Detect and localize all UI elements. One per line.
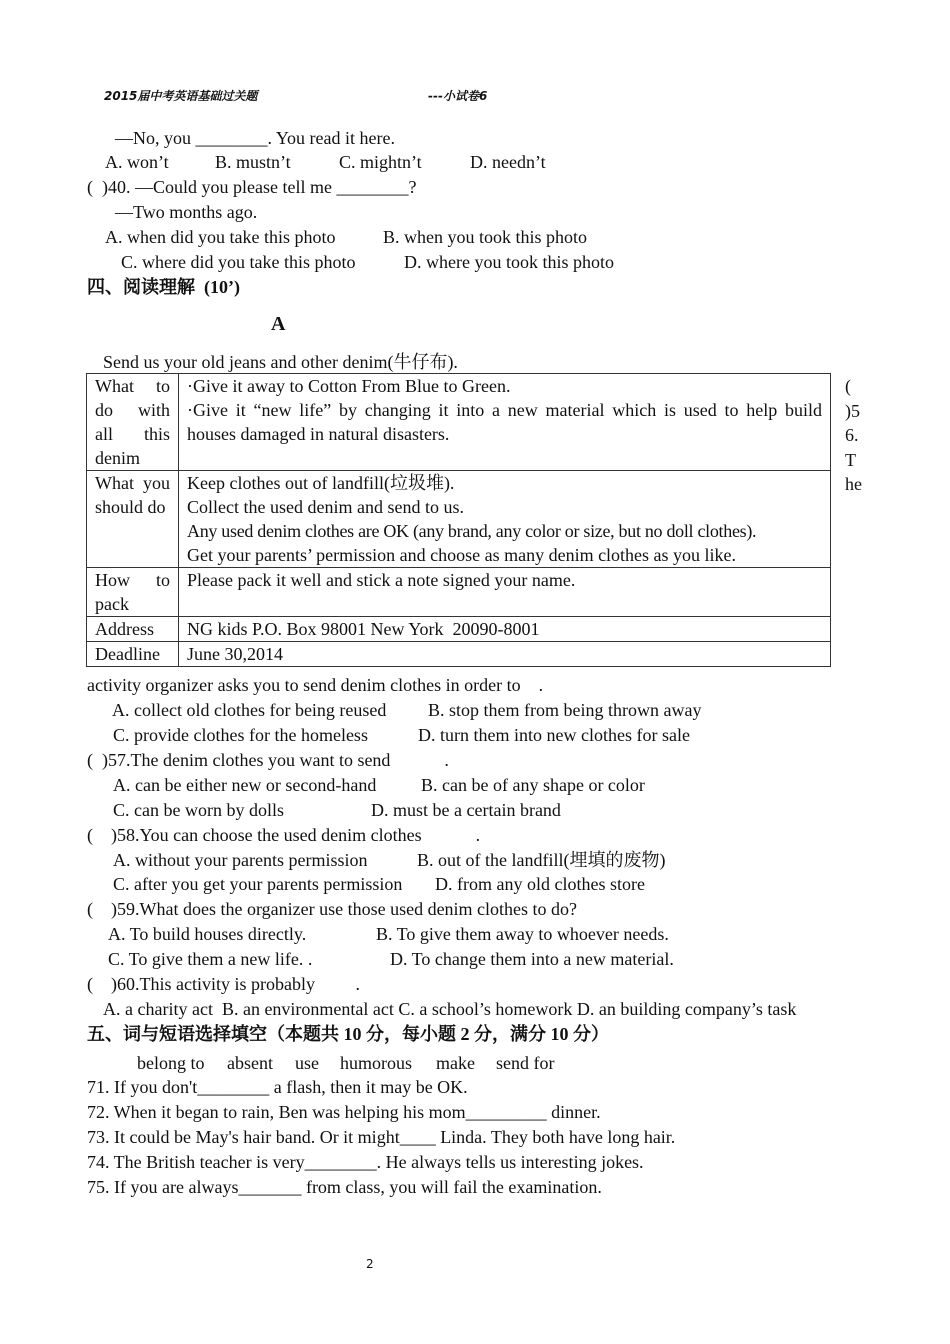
option: A. without your parents permission xyxy=(113,850,368,870)
option: A. collect old clothes for being reused xyxy=(112,700,387,720)
word-bank-item: send for xyxy=(496,1053,555,1073)
side-text: T xyxy=(845,449,856,470)
option: B. can be of any shape or color xyxy=(421,775,645,795)
option: D. must be a certain brand xyxy=(371,800,561,820)
fill-item: 75. If you are always_______ from class, you will fail the examination. xyxy=(87,1177,602,1197)
section5-title: 五、词与短语选择填空（本题共 10 分，每小题 2 分，满分 10 分） xyxy=(87,1024,609,1044)
option: B. out of the landfill(埋填的废物) xyxy=(417,850,666,870)
row-key: Address xyxy=(87,617,179,642)
option: C. provide clothes for the homeless xyxy=(113,725,368,745)
row-line: Any used denim clothes are OK (any brand, any color or size, but no doll clothes). xyxy=(187,521,757,541)
q40-stem: ( )40. —Could you please tell me ________? xyxy=(87,177,417,197)
option: D. To change them into a new material. xyxy=(390,949,674,969)
q40-reply: —Two months ago. xyxy=(115,202,258,222)
header-subtitle: ---小试卷6 xyxy=(428,89,488,103)
option: B. stop them from being thrown away xyxy=(428,700,702,720)
q60-options: A. a charity act B. an environmental act C. a school’s homework D. an building company’s task xyxy=(103,999,797,1019)
option: A. can be either new or second-hand xyxy=(113,775,377,795)
row-key: What to do with all this denim xyxy=(87,374,179,471)
row-line: June 30,2014 xyxy=(187,644,283,664)
option: A. To build houses directly. xyxy=(108,924,307,944)
option: C. after you get your parents permission xyxy=(113,874,403,894)
row-line: Collect the used denim and send to us. xyxy=(187,497,464,517)
word-bank-item: absent xyxy=(227,1053,273,1073)
word-bank-item: belong to xyxy=(137,1053,205,1073)
q59-stem: ( )59.What does the organizer use those used denim clothes to do? xyxy=(87,899,578,919)
page-number: 2 xyxy=(366,1257,374,1271)
q58-stem: ( )58.You can choose the used denim clothes . xyxy=(87,825,481,845)
q56-number-side xyxy=(845,374,865,497)
q39-answer: —No, you ________. You read it here. xyxy=(115,128,395,148)
word-bank-item: make xyxy=(436,1053,475,1073)
denim-info-table xyxy=(86,373,831,667)
option: B. mustn’t xyxy=(215,152,291,172)
q60-stem: ( )60.This activity is probably . xyxy=(87,974,360,994)
option: C. mightn’t xyxy=(339,152,422,172)
option: D. turn them into new clothes for sale xyxy=(418,725,690,745)
option: D. needn’t xyxy=(470,152,546,172)
row-line: ·Give it “new life” by changing it into a new material which is used to help build houses damaged in natural disasters. xyxy=(187,400,822,444)
row-line: Get your parents’ permission and choose as many denim clothes as you like. xyxy=(187,545,737,565)
row-line: Keep clothes out of landfill(垃圾堆). xyxy=(187,473,455,493)
option: B. when you took this photo xyxy=(383,227,588,247)
option: B. To give them away to whoever needs. xyxy=(376,924,669,944)
section4-title: 四、阅读理解 (10’) xyxy=(87,277,240,297)
passage-label: A xyxy=(271,313,286,335)
row-key: Deadline xyxy=(87,642,179,667)
q56-stem: activity organizer asks you to send denim clothes in order to . xyxy=(87,675,544,695)
option: C. To give them a new life. . xyxy=(108,949,313,969)
option: C. where did you take this photo xyxy=(121,252,356,272)
side-text: ( xyxy=(845,376,851,396)
fill-item: 74. The British teacher is very________. He always tells us interesting jokes. xyxy=(87,1152,644,1172)
passage-intro: Send us your old jeans and other denim(牛仔布). xyxy=(103,352,458,372)
row-key: How to pack xyxy=(87,568,179,617)
option: C. can be worn by dolls xyxy=(113,800,284,820)
fill-item: 73. It could be May's hair band. Or it might____ Linda. They both have long hair. xyxy=(87,1127,676,1147)
header-title: 2015届中考英语基础过关题 xyxy=(104,89,258,103)
word-bank-item: use xyxy=(295,1053,319,1073)
option: D. from any old clothes store xyxy=(435,874,645,894)
row-line: NG kids P.O. Box 98001 New York 20090-8001 xyxy=(187,619,540,639)
fill-item: 72. When it began to rain, Ben was helping his mom_________ dinner. xyxy=(87,1102,601,1122)
fill-item: 71. If you don't________ a flash, then it may be OK. xyxy=(87,1077,468,1097)
row-line: ·Give it away to Cotton From Blue to Green. xyxy=(187,376,511,396)
row-line: Please pack it well and stick a note signed your name. xyxy=(187,570,576,590)
side-text: he xyxy=(845,474,862,494)
option: A. won’t xyxy=(105,152,169,172)
side-text: )5 xyxy=(845,400,860,421)
side-text: 6. xyxy=(845,425,859,445)
q57-stem: ( )57.The denim clothes you want to send . xyxy=(87,750,449,770)
option: D. where you took this photo xyxy=(404,252,614,272)
word-bank-item: humorous xyxy=(340,1053,412,1073)
row-key: What you should do xyxy=(87,471,179,568)
option: A. when did you take this photo xyxy=(105,227,336,247)
